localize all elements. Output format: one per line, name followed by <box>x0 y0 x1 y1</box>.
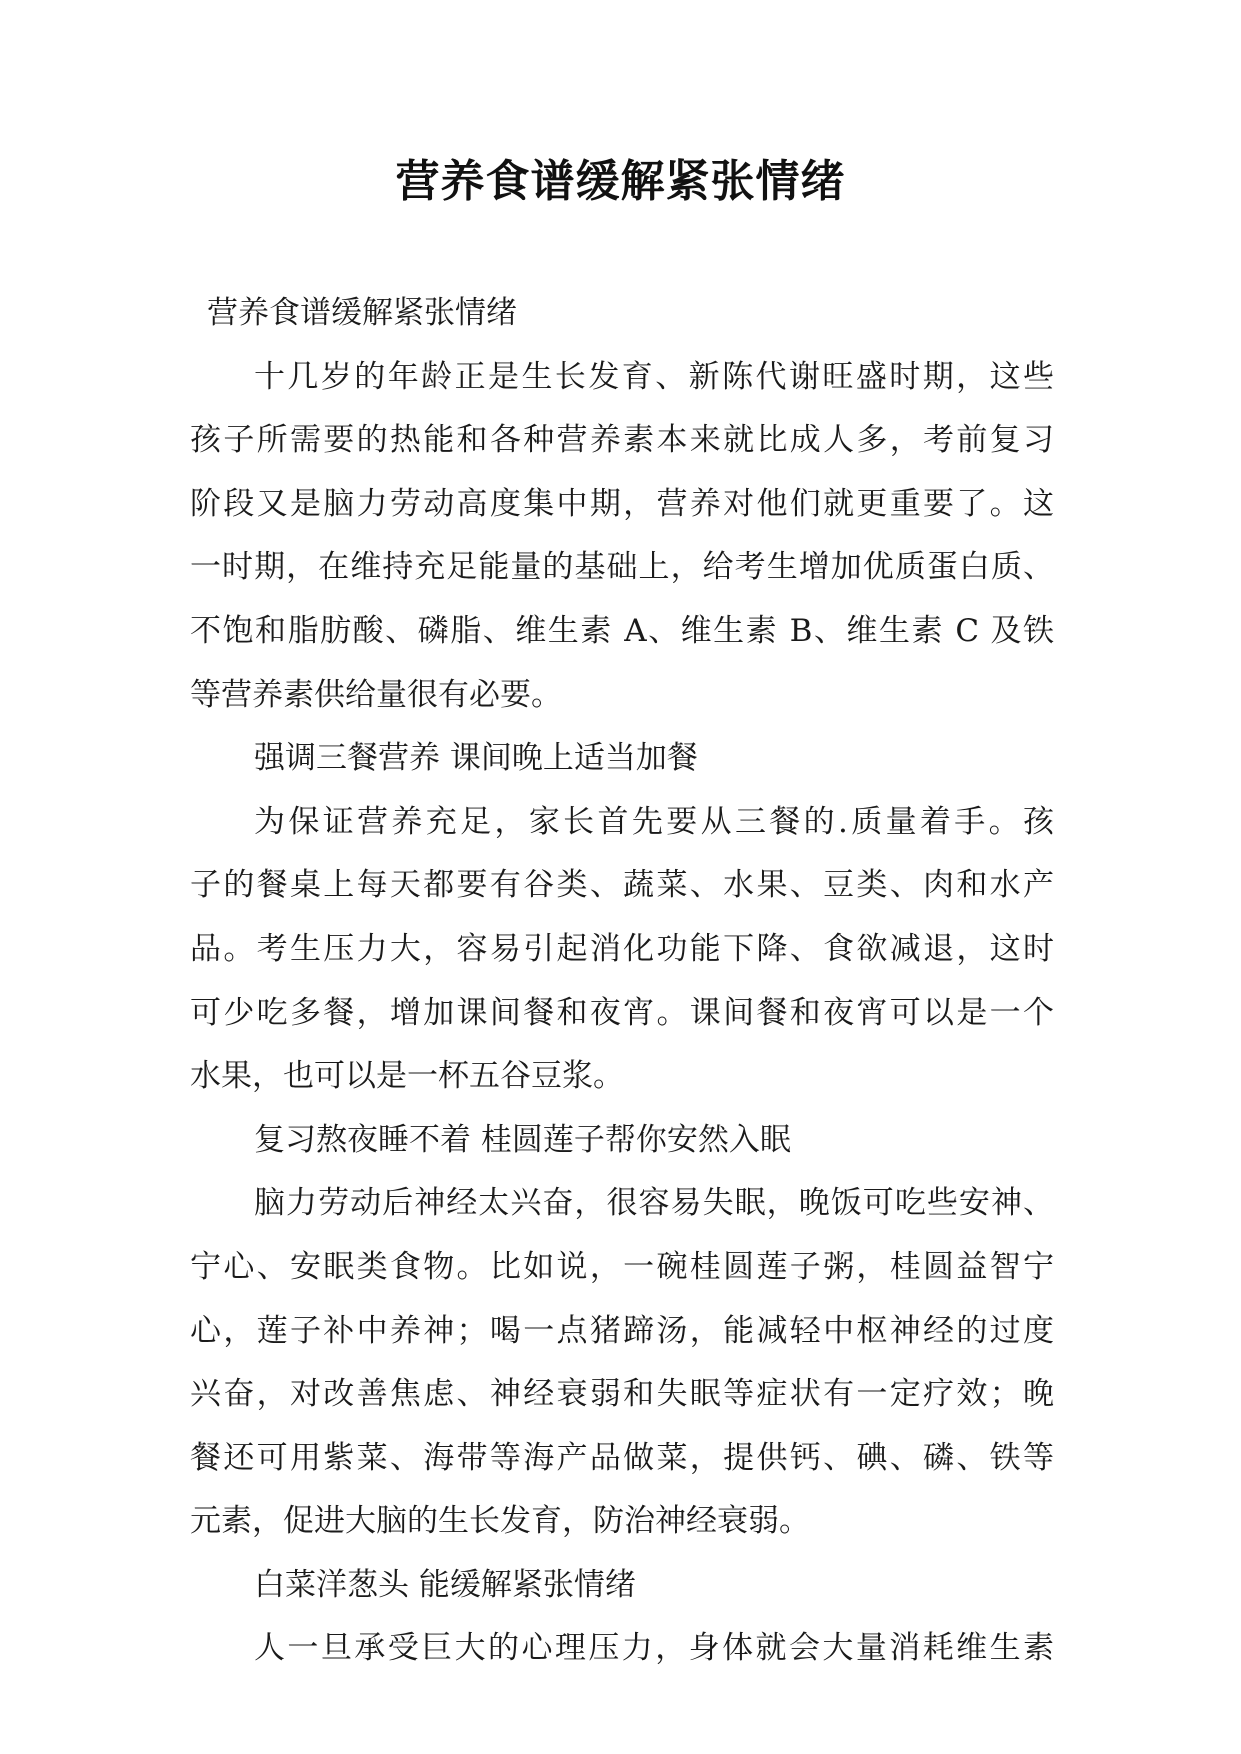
paragraph-line: 心，莲子补中养神；喝一点猪蹄汤，能减轻中枢神经的过度 <box>190 1312 1054 1349</box>
paragraph-line: 阶段又是脑力劳动高度集中期，营养对他们就更重要了。这 <box>190 485 1054 522</box>
paragraph-line: 品。考生压力大，容易引起消化功能下降、食欲减退，这时 <box>190 930 1054 967</box>
paragraph-line: 脑力劳动后神经太兴奋，很容易失眠，晚饭可吃些安神、 <box>254 1185 1054 1222</box>
paragraph-line: 人一旦承受巨大的心理压力，身体就会大量消耗维生素 <box>254 1630 1054 1667</box>
paragraph-line: 水果，也可以是一杯五谷豆浆。 <box>190 1058 624 1095</box>
document-title: 营养食谱缓解紧张情绪 <box>395 156 846 207</box>
paragraph-line: 孩子所需要的热能和各种营养素本来就比成人多，考前复习 <box>190 422 1054 459</box>
paragraph-line: 不饱和脂肪酸、磷脂、维生素 A、维生素 B、维生素 C 及铁 <box>190 612 1054 649</box>
paragraph-line: 十几岁的年龄正是生长发育、新陈代谢旺盛时期，这些 <box>254 358 1054 395</box>
paragraph-line: 可少吃多餐，增加课间餐和夜宵。课间餐和夜宵可以是一个 <box>190 994 1054 1031</box>
section-heading: 复习熬夜睡不着 桂圆莲子帮你安然入眠 <box>254 1121 791 1158</box>
paragraph-line: 等营养素供给量很有必要。 <box>190 676 562 713</box>
paragraph-line: 为保证营养充足，家长首先要从三餐的.质量着手。孩 <box>254 803 1054 840</box>
paragraph-line: 兴奋，对改善焦虑、神经衰弱和失眠等症状有一定疗效；晚 <box>190 1376 1054 1413</box>
subtitle-line: 营养食谱缓解紧张情绪 <box>207 295 517 331</box>
paragraph-line: 一时期，在维持充足能量的基础上，给考生增加优质蛋白质、 <box>190 549 1054 586</box>
paragraph-line: 宁心、安眠类食物。比如说，一碗桂圆莲子粥，桂圆益智宁 <box>190 1248 1054 1285</box>
document-body <box>190 282 1054 1681</box>
paragraph-line: 子的餐桌上每天都要有谷类、蔬菜、水果、豆类、肉和水产 <box>190 867 1054 904</box>
section-heading: 白菜洋葱头 能缓解紧张情绪 <box>254 1566 636 1603</box>
paragraph-line: 餐还可用紫菜、海带等海产品做菜，提供钙、碘、磷、铁等 <box>190 1439 1054 1476</box>
paragraph-line: 元素，促进大脑的生长发育，防治神经衰弱。 <box>190 1503 810 1540</box>
section-heading: 强调三餐营养 课间晚上适当加餐 <box>254 740 698 777</box>
